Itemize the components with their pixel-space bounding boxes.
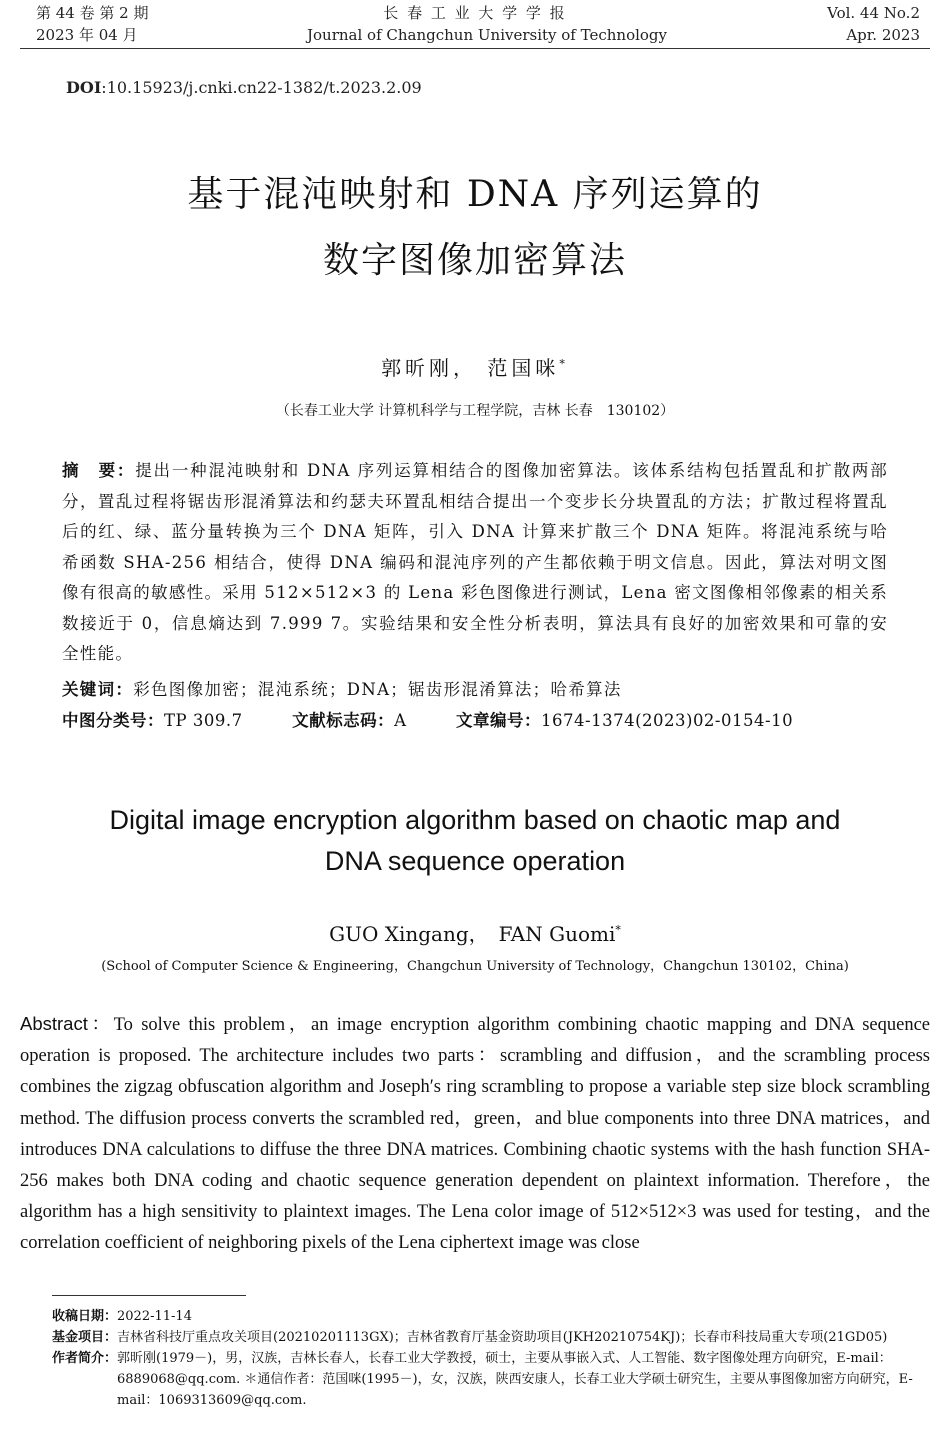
cn-keywords [62,675,888,706]
footnote-fund [52,1327,932,1348]
bio-value: 郭昕刚(1979－)，男，汉族，吉林长春人，长春工业大学教授，硕士，主要从事嵌入式、人工智能、数字图像处理方向研究，E-mail：6889068@qq.com. ＊通信作者：范国咪(1995－)，女，汉族，陕西安康人，长春工业大学硕士研究生，主要从事图像加密方向研究，E-mail：1069313609@qq.com. [117,1351,913,1408]
cn-keywords-label: 关键词： [62,680,134,699]
cn-keywords-text: 彩色图像加密；混沌系统；DNA；锯齿形混淆算法；哈希算法 [133,680,622,699]
header-date-en: Apr. 2023 [846,26,920,44]
cn-author-names: 郭昕刚， 范国咪 [381,356,560,380]
cn-affiliation: （长春工业大学 计算机科学与工程学院，吉林 长春 130102） [275,403,675,419]
doi-label: DOI [66,78,102,97]
footnote-received [52,1306,932,1327]
doc-code-value: A [394,711,407,730]
footnotes [52,1306,932,1411]
en-abstract-text: To solve this problem，an image encryption algorithm combining chaotic mapping and DNA sequence operation is proposed. The architecture includes two parts：scrambling and diffusion，and the scrambling process combines the zigzag obfuscation algorithm and Joseph′s ring scrambling to propose a variable step size block scrambling method. The diffusion process converts the scrambled red，green，and blue components into three DNA matrices，and introduces DNA calculations to diffuse the three DNA matrices. Combining chaotic systems with the hash function SHA-256 makes both DNA coding and chaotic sequence generation dependent on plaintext information. Therefore，the algorithm has a high sensitivity to plaintext images. The Lena color image of 512×512×3 was used for testing，and the correlation coefficient of neighboring pixels of the Lena ciphertext image was close [20,1015,931,1254]
en-title-line2: DNA sequence operation [324,846,626,876]
cn-title-line2: 数字图像加密算法 [322,240,627,281]
cn-abstract-text: 提出一种混沌映射和 DNA 序列运算相结合的图像加密算法。该体系结构包括置乱和扩散两部分，置乱过程将锯齿形混淆算法和约瑟夫环置乱相结合提出一个变步长分块置乱的方法；扩散过程将置乱后的红、绿、蓝分量转换为三个 DNA 矩阵，引入 DNA 计算来扩散三个 DNA 矩阵。将混沌系统与哈希函数 SHA-256 相结合，使得 DNA 编码和混沌序列的产生都依赖于明文信息。因此，算法对明文图像有很高的敏感性。采用 512×512×3 的 Lena 彩色图像进行测试，Lena 密文图像相邻像素的相关系数接近于 0，信息熵达到 7.999 7。实验结果和安全性分析表明，算法具有良好的加密效果和可靠的安全性能。 [62,461,888,663]
footnote-bio [52,1348,932,1411]
fund-value: 吉林省科技厅重点攻关项目(20210201113GX)；吉林省教育厅基金资助项目(JKH20210754KJ)；长春市科技局重大专项(21GD05) [117,1330,888,1345]
footnote-rule [52,1295,246,1296]
en-abstract [20,1008,930,1260]
en-author-mark: * [615,923,621,937]
header-rule [20,48,930,49]
cn-abstract [62,456,888,670]
header-volume-en: Vol. 44 No.2 [827,4,920,22]
header-volume-cn: 第 44 卷 第 2 期 [36,4,149,22]
cn-author-mark: * [559,357,569,371]
doc-code-label: 文献标志码： [292,711,395,730]
doi-value[interactable]: 10.15923/j.cnki.cn22-1382/t.2023.2.09 [106,78,422,97]
cn-title [0,162,950,294]
en-abstract-label: Abstract： [20,1013,114,1034]
clc-label: 中图分类号： [62,711,164,730]
article-no-label: 文章编号： [456,711,542,730]
cn-classification [62,706,888,737]
header-date-cn: 2023 年 04 月 [36,26,138,44]
en-title-line1: Digital image encryption algorithm based on chaotic map and [109,805,841,835]
cn-authors [0,352,950,381]
fund-label: 基金项目： [52,1330,118,1345]
cn-title-line1: 基于混沌映射和 DNA 序列运算的 [187,174,763,215]
en-author-names: GUO Xingang， FAN Guomi [329,922,616,946]
received-value: 2022-11-14 [117,1309,192,1324]
clc-value: TP 309.7 [164,711,243,730]
header-journal-cn: 长 春 工 业 大 学 学 报 [383,4,567,22]
en-affiliation: (School of Computer Science & Engineering，Changchun University of Technology，Changchun 130102，China) [101,959,849,974]
received-label: 收稿日期： [52,1309,118,1324]
bio-label: 作者简介： [52,1351,118,1366]
doi-line: DOI:10.15923/j.cnki.cn22-1382/t.2023.2.09 [66,78,422,97]
article-no-value: 1674-1374(2023)02-0154-10 [541,711,794,730]
header-journal-en: Journal of Changchun University of Technology [307,26,667,44]
en-title [0,800,950,882]
cn-abstract-label: 摘 要： [62,461,136,480]
en-authors [0,918,950,947]
